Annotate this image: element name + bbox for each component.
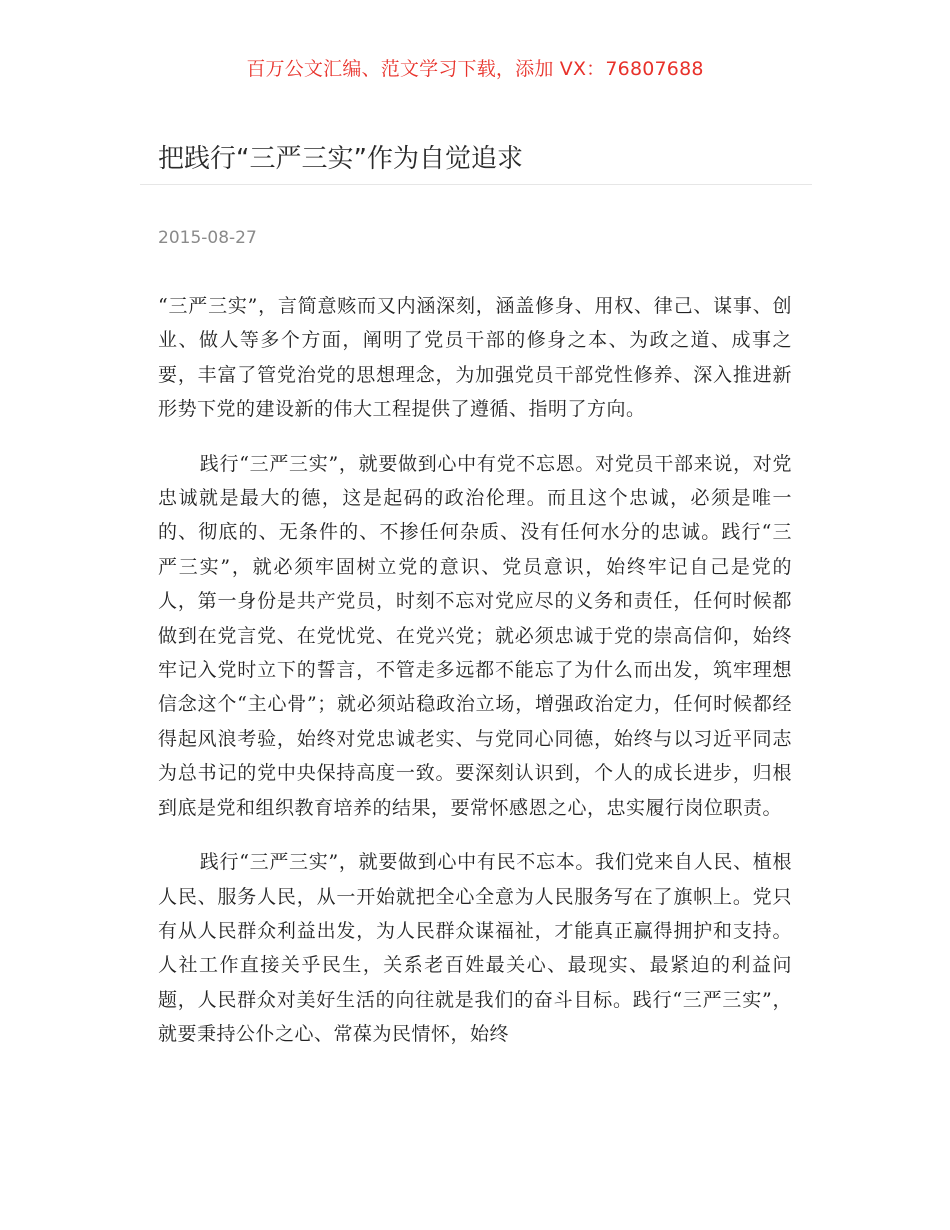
- title-divider: [140, 184, 812, 185]
- article-title: 把践行“三严三实”作为自觉追求: [158, 144, 523, 174]
- paragraph: “三严三实”，言简意赅而又内涵深刻，涵盖修身、用权、律己、谋事、创业、做人等多个方面，阐明了党员干部的修身之本、为政之道、成事之要，丰富了管党治党的思想理念，为加强党员干部党性修养、深入推进新形势下党的建设新的伟大工程提供了遵循、指明了方向。: [158, 295, 792, 421]
- watermark-banner: 百万公文汇编、范文学习下载，添加 VX：76807688: [246, 58, 704, 80]
- paragraph: 践行“三严三实”，就要做到心中有党不忘恩。对党员干部来说，对党忠诚就是最大的德，这是起码的政治伦理。而且这个忠诚，必须是唯一的、彻底的、无条件的、不掺任何杂质、没有任何水分的忠诚。践行“三严三实”，就必须牢固树立党的意识、党员意识，始终牢记自己是党的人，第一身份是共产党员，时刻不忘对党应尽的义务和责任，任何时候都做到在党言党、在党忧党、在党兴党；就必须忠诚于党的崇高信仰，始终牢记入党时立下的誓言，不管走多远都不能忘了为什么而出发，筑牢理想信念这个“主心骨”；就必须站稳政治立场，增强政治定力，任何时候都经得起风浪考验，始终对党忠诚老实、与党同心同德，始终与以习近平同志为总书记的党中央保持高度一致。要深刻认识到，个人的成长进步，归根到底是党和组织教育培养的结果，要常怀感恩之心，忠实履行岗位职责。: [158, 452, 792, 819]
- publish-date: 2015-08-27: [158, 228, 257, 248]
- article-body: [158, 289, 792, 1072]
- paragraph: 践行“三严三实”，就要做到心中有民不忘本。我们党来自人民、植根人民、服务人民，从一开始就把全心全意为人民服务写在了旗帜上。党只有从人民群众利益出发，为人民群众谋福祉，才能真正赢得拥护和支持。人社工作直接关乎民生，关系老百姓最关心、最现实、最紧迫的利益问题，人民群众对美好生活的向往就是我们的奋斗目标。践行“三严三实”，就要秉持公仆之心、常葆为民情怀，始终: [158, 851, 792, 1046]
